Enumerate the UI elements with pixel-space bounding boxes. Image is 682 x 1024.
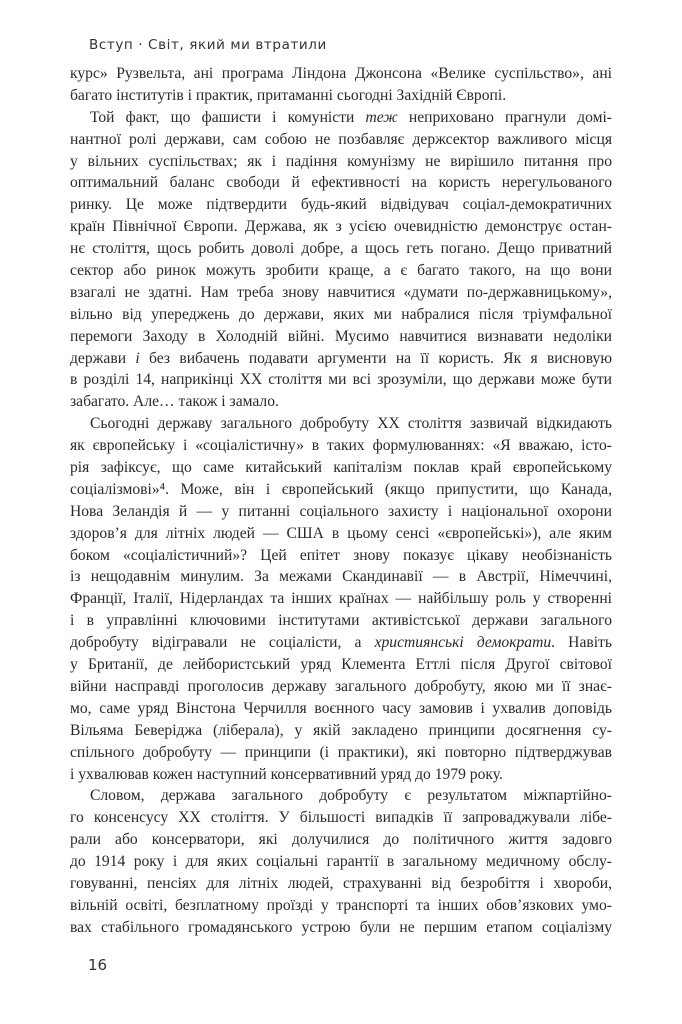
text-line	[70, 129, 612, 151]
text-line	[70, 194, 612, 216]
text-line	[70, 785, 612, 807]
running-header: Вступ · Світ, який ми втратили	[89, 37, 327, 53]
text-line	[70, 413, 612, 435]
text-segment: Вільяма Беверіджа (ліберала), у якій закладено принципи досягнення су-	[70, 721, 612, 739]
text-segment: здоров’я для літніх людей — США в цьому сенсі «європейські»), але яким	[70, 524, 612, 542]
text-line	[70, 172, 612, 194]
text-line	[70, 807, 612, 829]
text-line	[70, 369, 612, 391]
text-segment: Нова Зеландія й — у питанні соціального захисту і національної охорони	[70, 502, 612, 520]
text-segment: сектор або ринок можуть зробити краще, а є багато такого, на що вони	[70, 262, 612, 280]
text-segment: перемоги Заходу в Холодній війні. Мусимо навчитися визнавати недоліки	[70, 327, 612, 345]
text-segment: добробуту відігравали не соціалісти, а	[70, 634, 375, 652]
text-line	[70, 873, 612, 895]
text-line	[70, 895, 612, 917]
text-segment: як європейську і «соціалістичну» в таких формулюваннях: «Я вважаю, істо-	[70, 437, 612, 455]
text-line	[70, 764, 612, 786]
text-segment: рія зафіксує, що саме китайський капіталізм поклав край європейському	[70, 459, 612, 477]
text-line	[70, 545, 612, 567]
text-segment: курс» Рузвельта, ані програма Ліндона Джонсона «Велике суспільство», ані	[70, 65, 612, 82]
text-line	[70, 742, 612, 764]
text-line	[70, 391, 612, 413]
text-line	[70, 435, 612, 457]
text-segment: . Навіть	[551, 634, 612, 652]
text-line	[70, 698, 612, 720]
text-line	[70, 479, 612, 501]
text-line	[70, 501, 612, 523]
text-segment: соціалізмові»⁴. Може, він і європейський (якщо припустити, що Канада,	[70, 480, 612, 498]
text-segment: країн Північної Європи. Держава, як з усією очевидністю демонструє остан-	[70, 218, 612, 236]
text-segment: держави	[70, 349, 136, 367]
text-segment: у вільних суспільствах; як і падіння комунізму не вирішило питання про	[70, 152, 612, 170]
text-line	[70, 676, 612, 698]
text-segment: вільно від упереджень до держави, яких ми набралися після тріумфальної	[70, 305, 612, 323]
text-segment: нантної ролі держави, сам собою не позбавляє держсектор важливого місця	[70, 130, 612, 148]
text-segment: мо, саме уряд Вінстона Черчилля воєнного часу замовив і ухвалив доповідь	[70, 699, 612, 717]
text-line	[70, 304, 612, 326]
text-segment: взагалі не здатні. Нам треба знову навчитися «думати по-державницькому»,	[70, 283, 612, 301]
text-segment: війни насправді проголосив державу загального добробуту, якою ми її знає-	[70, 677, 612, 695]
text-segment: Франції, Італії, Нідерландах та інших країнах — найбільшу роль у створенні	[70, 590, 612, 608]
text-segment: Той факт, що фашисти і комуністи	[90, 108, 366, 126]
text-line	[70, 457, 612, 479]
body-text	[70, 63, 612, 939]
text-line	[70, 917, 612, 939]
text-line	[70, 326, 612, 348]
text-line	[70, 107, 612, 129]
text-line	[70, 720, 612, 742]
text-segment: вільній освіті, безплатному проїзді у транспорті та інших обов’язкових умо-	[70, 896, 612, 914]
italic-text: і	[135, 349, 140, 367]
text-line	[70, 523, 612, 545]
text-line	[70, 348, 612, 370]
text-line	[70, 566, 612, 588]
text-segment: із нещодавнім минулим. За межами Скандинавії — в Австрії, Німеччині,	[70, 568, 612, 586]
text-line	[70, 588, 612, 610]
text-segment: до 1914 року і для яких соціальні гарантії в загальному медичному обслу-	[70, 853, 612, 871]
text-line	[70, 610, 612, 632]
text-line	[70, 654, 612, 676]
italic-text: теж	[365, 108, 398, 126]
text-segment: в розділі 14, наприкінці XX століття ми всі зрозуміли, що держави може бути	[70, 371, 612, 389]
text-segment: говуванні, пенсіях для літніх людей, страхуванні від безробіття і хвороби,	[70, 874, 612, 892]
text-line	[70, 260, 612, 282]
text-segment: багато інститутів і практик, притаманні сьогодні Західній Європі.	[70, 86, 507, 104]
text-segment: забагато. Але… також і замало.	[70, 393, 279, 411]
text-segment: ринку. Це може підтвердити будь-який відвідувач соціал-демократичних	[70, 196, 612, 214]
text-line	[70, 63, 612, 85]
text-segment: неприховано прагнули домі-	[397, 108, 612, 126]
text-segment: без вибачень подавати аргументи на її користь. Як я висновую	[139, 349, 612, 367]
text-segment: рали або консерватори, які долучилися до політичного життя задовго	[70, 831, 612, 849]
text-line	[70, 851, 612, 873]
text-line	[70, 238, 612, 260]
text-segment: нє століття, щось робить доволі добре, а щось геть погано. Дещо приватний	[70, 240, 612, 258]
text-segment: у Британії, де лейбористський уряд Клемента Еттлі після Другої світової	[70, 656, 612, 674]
text-line	[70, 85, 612, 107]
text-segment: Словом, держава загального добробуту є результатом міжпартійно-	[90, 787, 612, 805]
text-segment: го консенсусу XX століття. У більшості випадків її запроваджували лібе-	[70, 809, 612, 827]
text-line	[70, 216, 612, 238]
text-line	[70, 282, 612, 304]
text-segment: Сьогодні державу загального добробуту XX століття зазвичай відкидають	[90, 415, 612, 433]
page-number: 16	[88, 956, 108, 974]
text-line	[70, 632, 612, 654]
text-segment: і в управлінні ключовими інститутами активістської держави загального	[70, 612, 612, 630]
text-line	[70, 829, 612, 851]
italic-text: християнські демократи	[374, 634, 552, 652]
text-segment: оптимальний баланс свободи й ефективності на користь нерегульованого	[70, 174, 612, 192]
text-line	[70, 151, 612, 173]
text-segment: вах стабільного громадянського устрою були не першим етапом соціалізму	[70, 918, 612, 936]
text-segment: боком «соціалістичний»? Цей епітет знову показує цікаву необізнаність	[70, 546, 612, 564]
text-segment: спільного добробуту — принципи (і практики), які повторно підтверджував	[70, 743, 612, 761]
text-segment: і ухвалював кожен наступний консервативний уряд до 1979 року.	[70, 765, 503, 783]
